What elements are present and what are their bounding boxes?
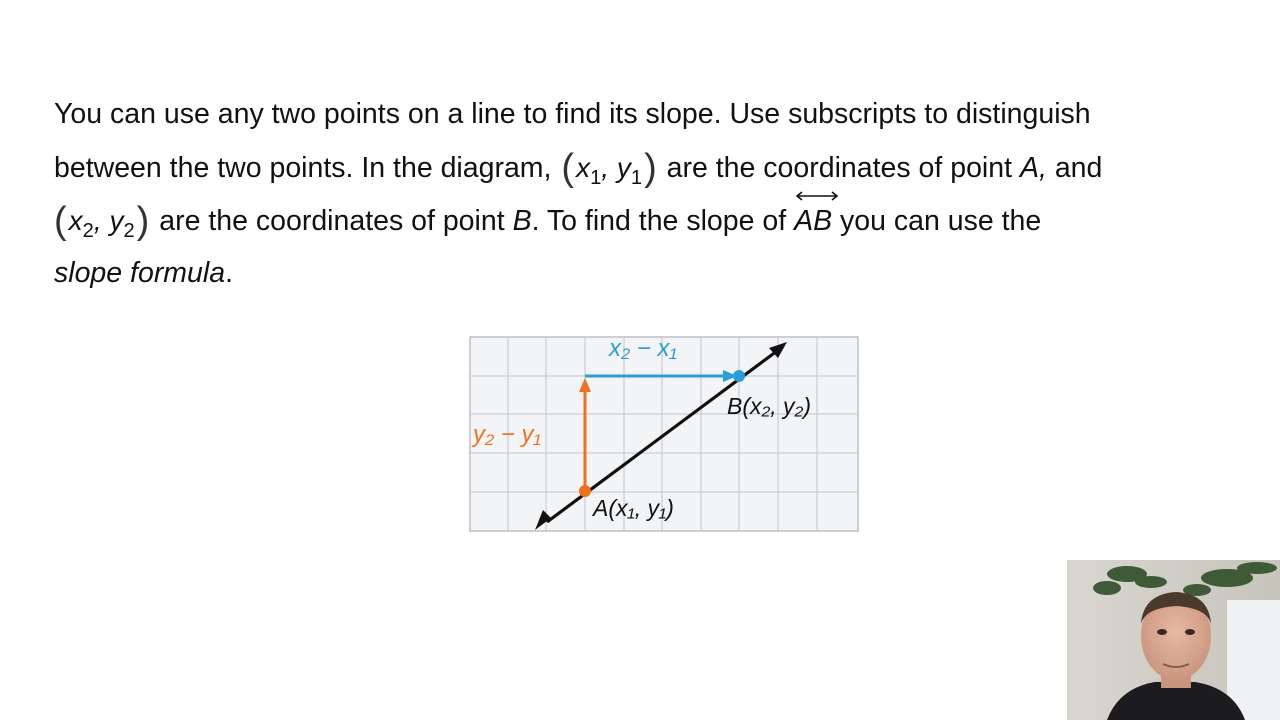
- line-ab-notation: AB: [794, 195, 832, 248]
- line-2-text-a: between the two points. In the diagram,: [54, 152, 552, 184]
- double-arrow-icon: [794, 189, 840, 203]
- point-a-dot: [579, 485, 591, 497]
- line-2-text-d: and: [1054, 152, 1103, 184]
- paragraph-line-3: [54, 194, 1244, 247]
- whiteboard: [1227, 600, 1280, 720]
- paragraph-line-4: slope formula.: [54, 257, 234, 289]
- slope-formula-term: slope formula: [54, 257, 226, 289]
- rise-label: y₂ − y₁: [473, 421, 542, 448]
- paragraph-line-1: [54, 88, 1244, 141]
- line-1-text: You can use any two points on a line to find its slope. Use subscripts to distinguish: [54, 98, 1091, 130]
- point-a-name: A,: [1019, 152, 1047, 184]
- coordinates-point-a: ($x_1$, $y_1$): [561, 147, 657, 190]
- explanation-paragraph: [54, 88, 1244, 300]
- paragraph-line-2: [54, 141, 1244, 194]
- point-a-label: A(x₁, y₁): [593, 495, 674, 521]
- point-b-name: B: [512, 205, 532, 237]
- run-label: x₂ − x₁: [609, 336, 678, 362]
- line-3-text-e: you can use the: [840, 205, 1042, 237]
- coordinates-point-b: ($x_2$, $y_2$): [54, 200, 150, 243]
- presenter-webcam: [1067, 560, 1280, 720]
- line-3-text-a: are the coordinates of point: [159, 205, 505, 237]
- point-b-label: B(x₂, y₂): [727, 393, 811, 419]
- line-3-text-c: . To find the slope of: [531, 205, 787, 237]
- line-2-text-b: are the coordinates of point: [666, 152, 1013, 184]
- slope-diagram: [469, 336, 859, 532]
- point-b-dot: [733, 370, 745, 382]
